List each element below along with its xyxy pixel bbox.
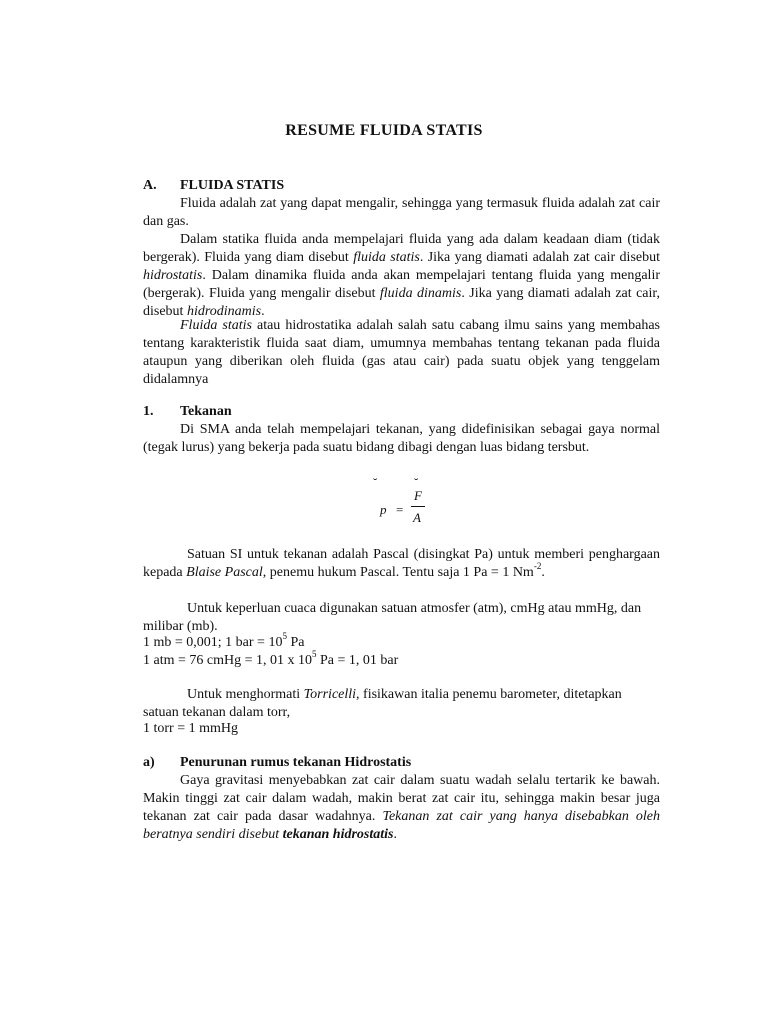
- italic-term: Torricelli: [303, 687, 357, 702]
- italic-term: Fluida statis: [180, 318, 252, 333]
- text-run: .: [261, 304, 265, 319]
- unit-line-mb: [143, 631, 305, 652]
- italic-term: hidrostatis: [143, 268, 203, 283]
- italic-term: Tekanan zat cair yang hanya disebabkan oleh beratnya sendiri disebut: [143, 809, 660, 842]
- pressure-formula: [373, 475, 438, 533]
- text-run: Satuan SI untuk tekanan adalah Pascal (disingkat Pa) untuk memberi penghargaan kepada: [143, 547, 660, 580]
- paragraph-5: [143, 546, 660, 582]
- unit-line-torr: 1 torr = 1 mmHg: [143, 721, 238, 736]
- section-title: FLUIDA STATIS: [180, 178, 285, 193]
- superscript: 5: [312, 649, 317, 660]
- paragraph-1: Fluida adalah zat yang dapat mengalir, sehingga yang termasuk fluida adalah zat cair dan gas.: [143, 196, 660, 229]
- paragraph-8: [143, 772, 660, 844]
- italic-term: Blaise Pascal: [186, 565, 263, 580]
- section-number: a): [143, 755, 155, 770]
- text-run: , penemu hukum Pascal. Tentu saja 1 Pa = 1 Nm: [262, 565, 534, 580]
- text-run: .: [393, 827, 397, 842]
- formula-lhs: p: [380, 502, 387, 517]
- section-title: Tekanan: [180, 404, 232, 419]
- text-run: Gaya gravitasi menyebabkan zat cair dalam suatu wadah selalu tertarik ke bawah. Makin tinggi zat cair dalam wadah, makin berat zat cair itu, sehingga makin besar juga tekanan zat cair pada dasar wadahnya.: [143, 773, 660, 824]
- italic-term: fluida statis: [353, 250, 420, 265]
- section-number: A.: [143, 178, 157, 193]
- unit-line-atm: [143, 649, 399, 670]
- text-run: 1 mb = 0,001; 1 bar = 10: [143, 635, 283, 650]
- section-title: Penurunan rumus tekanan Hidrostatis: [180, 755, 412, 770]
- text-run: Untuk menghormati: [187, 687, 304, 702]
- text-run: , fisikawan italia penemu barometer, ditetapkan satuan tekanan dalam torr,: [143, 687, 622, 720]
- text-run: . Jika yang diamati adalah zat cair disebut: [419, 250, 660, 265]
- text-run: Dalam statika fluida anda mempelajari fluida yang ada dalam keadaan diam (tidak bergerak). Fluida yang diam disebut: [143, 232, 660, 265]
- fraction-bar: [411, 506, 425, 507]
- formula-numerator: F: [414, 488, 422, 503]
- italic-term: hidrodinamis: [186, 304, 262, 319]
- superscript: 5: [282, 631, 287, 642]
- text-run: . Jika yang diamati adalah zat cair, disebut: [143, 286, 660, 319]
- text-run: atau hidrostatika adalah salah satu cabang ilmu sains yang membahas tentang karakteristik fluida saat diam, umumnya membahas tentang tekanan pada fluida ataupun yang diberikan oleh fluida (gas atau cair) pada suatu objek yang tenggelam didalamnya: [143, 318, 660, 387]
- section-number: 1.: [143, 404, 154, 419]
- document-title: RESUME FLUIDA STATIS: [285, 122, 483, 139]
- formula-equals: =: [396, 502, 404, 517]
- paragraph-3: [143, 317, 660, 389]
- paragraph-7: [143, 686, 660, 722]
- bold-italic-term: tekanan hidrostatis: [282, 827, 394, 842]
- text-run: .: [541, 565, 545, 580]
- formula-denominator: A: [413, 510, 421, 525]
- formula-accent: ˘: [373, 475, 378, 490]
- italic-term: fluida dinamis: [379, 286, 462, 301]
- paragraph-6: Untuk keperluan cuaca digunakan satuan atmosfer (atm), cmHg atau mmHg, dan milibar (mb).: [143, 601, 642, 634]
- text-run: 1 atm = 76 cmHg = 1, 01 x 10: [143, 653, 312, 668]
- formula-accent: ˘: [414, 475, 419, 490]
- text-run: Pa = 1, 01 bar: [316, 653, 399, 668]
- paragraph-4: Di SMA anda telah mempelajari tekanan, yang didefinisikan sebagai gaya normal (tegak lurus) yang bekerja pada suatu bidang dibagi dengan luas bidang tersbut.: [143, 422, 660, 455]
- superscript: -2: [533, 561, 542, 572]
- text-run: Pa: [286, 635, 305, 650]
- text-run: . Dalam dinamika fluida anda akan mempelajari tentang fluida yang mengalir (bergerak). Fluida yang mengalir disebut: [143, 268, 660, 301]
- paragraph-2: [143, 231, 660, 321]
